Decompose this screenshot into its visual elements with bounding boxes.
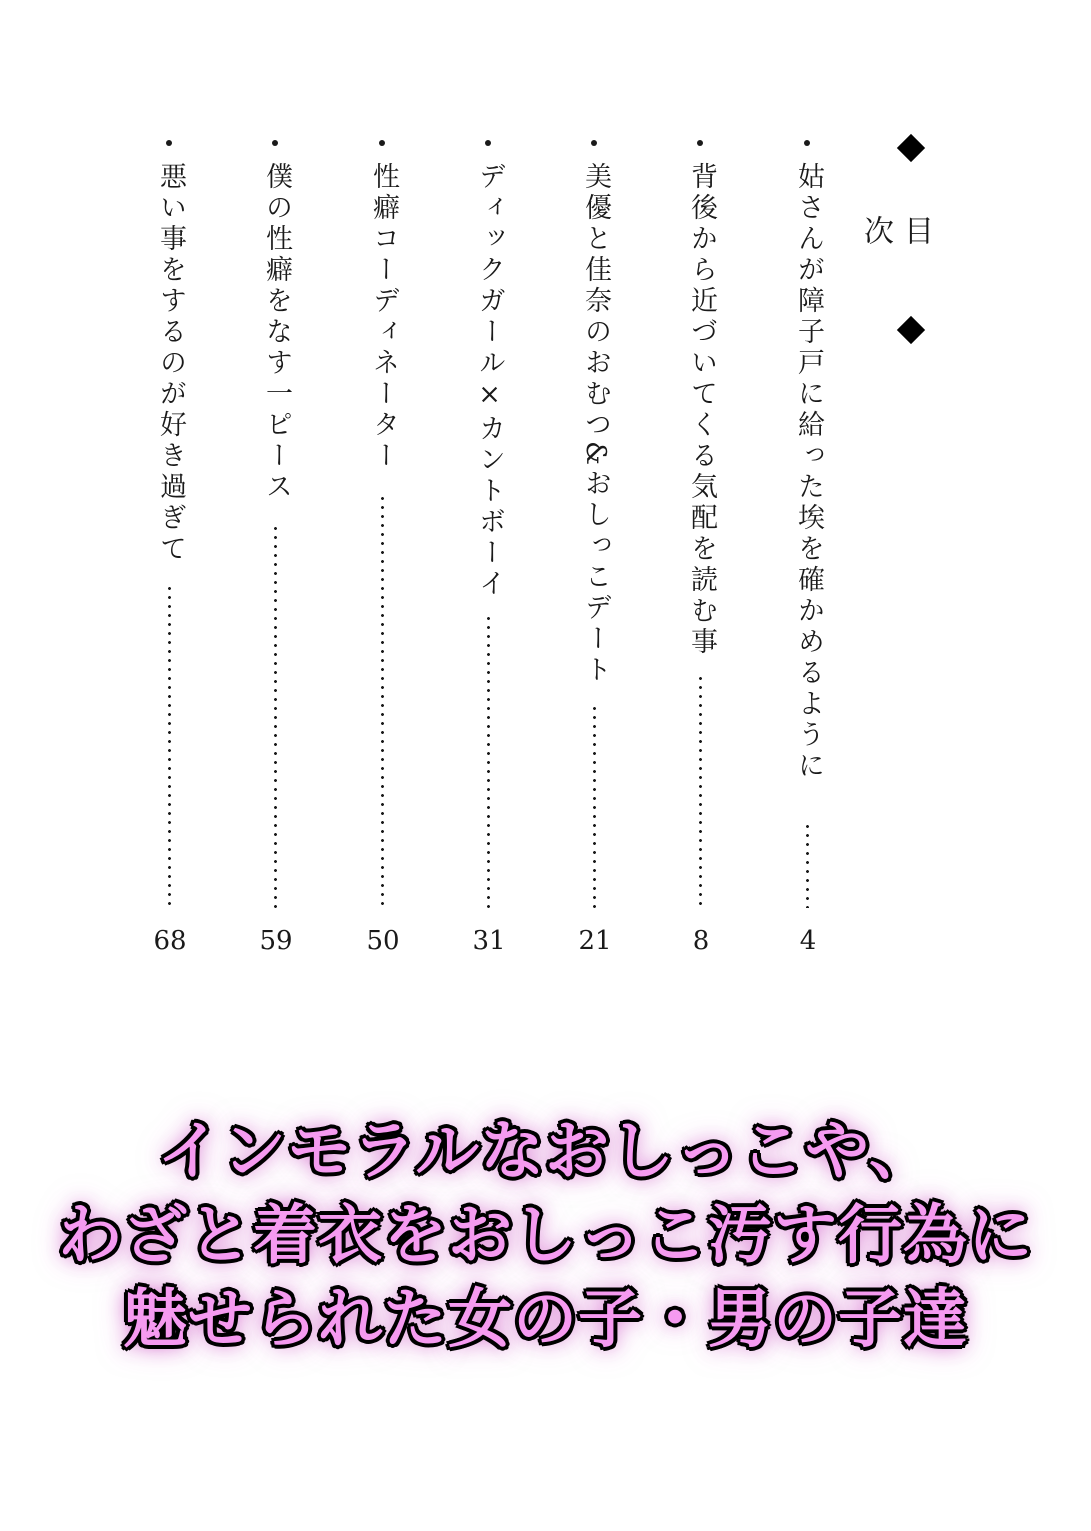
leader-dots <box>806 822 809 908</box>
toc-entry-title: 悪い事をするのが好き過ぎて <box>155 162 186 565</box>
toc-entry-page: 4 <box>799 926 817 956</box>
diamond-icon <box>897 134 925 162</box>
promo-tagline <box>0 1110 1091 1370</box>
diamond-icon <box>897 316 925 344</box>
leader-dots <box>381 494 384 908</box>
toc-entry[interactable] <box>467 140 511 970</box>
leader-dots <box>168 584 171 908</box>
bullet-icon <box>485 140 491 146</box>
bullet-icon <box>166 140 172 146</box>
toc-entry[interactable] <box>148 140 192 970</box>
toc-entry[interactable] <box>573 140 617 970</box>
toc-entry-title: 背後から近づいてくる気配を読む事 <box>686 162 717 658</box>
toc-entry-page: 21 <box>578 926 612 956</box>
toc-entry-page: 59 <box>259 926 293 956</box>
toc-entry[interactable] <box>254 140 298 970</box>
toc-entry[interactable] <box>361 140 405 970</box>
leader-dots <box>699 674 702 908</box>
bullet-icon <box>697 140 703 146</box>
toc-entry-title: 美優と佳奈のおむつ&おしっこデート <box>580 162 611 687</box>
toc-entry-page: 68 <box>153 926 187 956</box>
toc-entry-title: 僕の性癖をなす一ピース <box>261 162 292 503</box>
leader-dots <box>593 704 596 908</box>
tagline-line: わざと着衣をおしっこ汚す行為に <box>58 1199 1033 1273</box>
toc-heading <box>858 130 935 350</box>
tagline-line: インモラルなおしっこや、 <box>157 1115 934 1189</box>
toc-entry-title: 性癖コーディネーター <box>368 162 399 472</box>
toc-entry-page: 50 <box>366 926 400 956</box>
bullet-icon <box>591 140 597 146</box>
tagline-line: 魅せられた女の子・男の子達 <box>123 1283 968 1357</box>
toc-entry-page: 8 <box>692 926 710 956</box>
toc-entry[interactable] <box>786 140 830 970</box>
leader-dots <box>274 524 277 908</box>
bullet-icon <box>272 140 278 146</box>
toc-entry-title: 姑さんが障子戸に給った埃を確かめるように <box>793 162 824 782</box>
toc-entry-page: 31 <box>472 926 506 956</box>
toc-heading-title: 目 次 <box>858 215 933 265</box>
leader-dots <box>487 614 490 908</box>
toc-entry-title: ディックガール×カントボーイ <box>474 162 505 600</box>
bullet-icon <box>804 140 810 146</box>
toc-entry[interactable] <box>679 140 723 970</box>
bullet-icon <box>379 140 385 146</box>
